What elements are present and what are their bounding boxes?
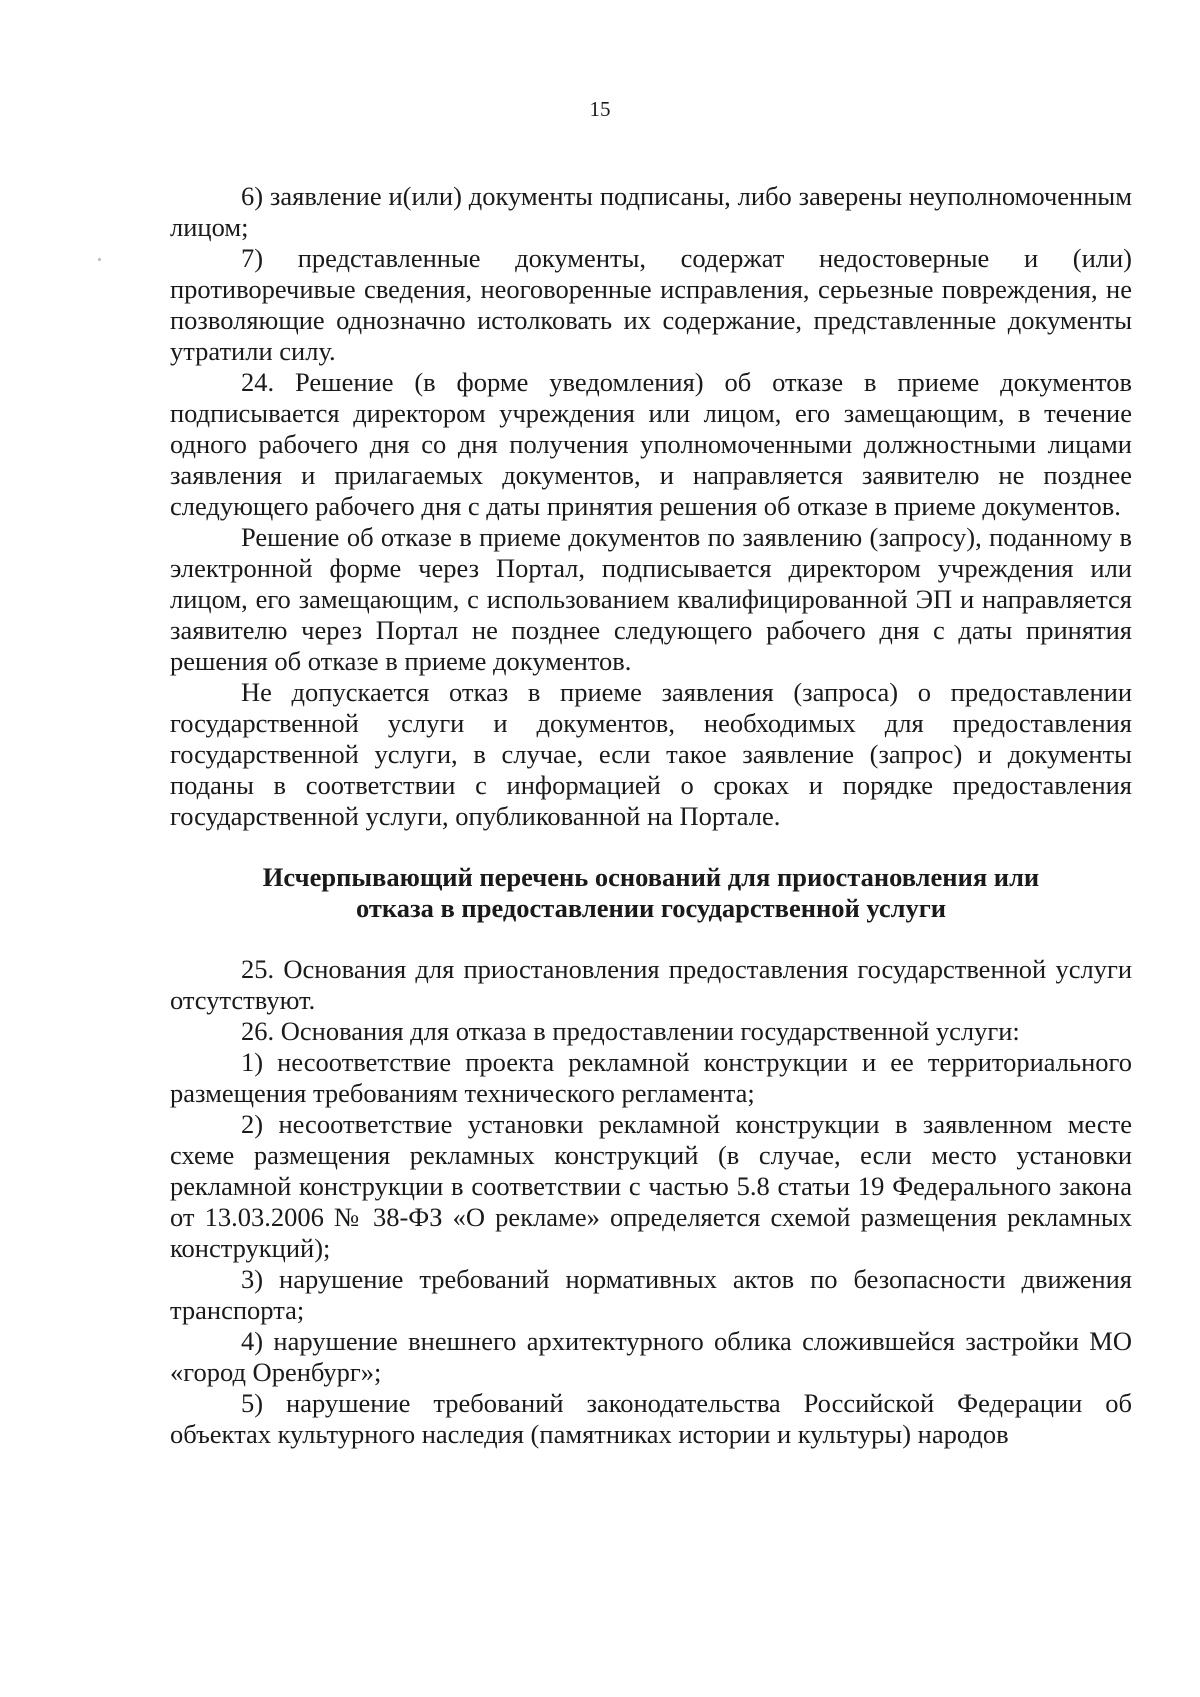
page-number: 15 — [589, 97, 611, 121]
document-body — [170, 181, 1132, 1450]
section-heading — [170, 862, 1132, 924]
paragraph-ground-1: 1) несоответствие проекта рекламной конструкции и ее территориального размещения требованиям технического регламента; — [170, 1047, 1132, 1108]
paragraph-item-6: 6) заявление и(или) документы подписаны, либо заверены неуполномоченным лицом; — [170, 181, 1132, 242]
paragraph-clause-25: 25. Основания для приостановления предоставления государственной услуги отсутствуют. — [170, 954, 1132, 1015]
paragraph-item-7: 7) представленные документы, содержат недостоверные и (или) противоречивые сведения, неоговоренные исправления, серьезные повреждения, не позволяющие однозначно истолковать их содержание, представленные документы утратили силу. — [170, 243, 1132, 366]
margin-scan-mark — [98, 258, 101, 261]
paragraph-ground-4: 4) нарушение внешнего архитектурного облика сложившейся застройки МО «город Оренбург»; — [170, 1326, 1132, 1387]
paragraph-no-refusal: Не допускается отказ в приеме заявления (запроса) о предоставлении государственной услуги и документов, необходимых для предоставления государственной услуги, в случае, если такое заявление (запрос) и документы поданы в соответствии с информацией о сроках и порядке предоставления государственной услуги, опубликованной на Портале. — [170, 677, 1132, 831]
section-heading-line-2: отказа в предоставлении государственной услуги — [355, 893, 947, 923]
paragraph-clause-24: 24. Решение (в форме уведомления) об отказе в приеме документов подписывается директором учреждения или лицом, его замещающим, в течение одного рабочего дня со дня получения уполномоченными должностными лицами заявления и прилагаемых документов, и направляется заявителю не позднее следующего рабочего дня с даты принятия решения об отказе в приеме документов. — [170, 367, 1132, 521]
paragraph-clause-26: 26. Основания для отказа в предоставлении государственной услуги: — [241, 1016, 1020, 1046]
paragraph-electronic-refusal: Решение об отказе в приеме документов по заявлению (запросу), поданному в электронной форме через Портал, подписывается директором учреждения или лицом, его замещающим, с использованием квалифицированной ЭП и направляется заявителю через Портал не позднее следующего рабочего дня с даты принятия решения об отказе в приеме документов. — [170, 522, 1132, 676]
paragraph-ground-5: 5) нарушение требований законодательства Российской Федерации об объектах культурного наследия (памятниках истории и культуры) народов — [170, 1388, 1132, 1449]
section-heading-line-1: Исчерпывающий перечень оснований для приостановления или — [262, 862, 1040, 892]
paragraph-ground-3: 3) нарушение требований нормативных актов по безопасности движения транспорта; — [170, 1264, 1132, 1325]
paragraph-ground-2: 2) несоответствие установки рекламной конструкции в заявленном месте схеме размещения рекламных конструкций (в случае, если место установки рекламной конструкции в соответствии с частью 5.8 статьи 19 Федерального закона от 13.03.2006 № 38-ФЗ «О рекламе» определяется схемой размещения рекламных конструкций); — [170, 1109, 1132, 1263]
